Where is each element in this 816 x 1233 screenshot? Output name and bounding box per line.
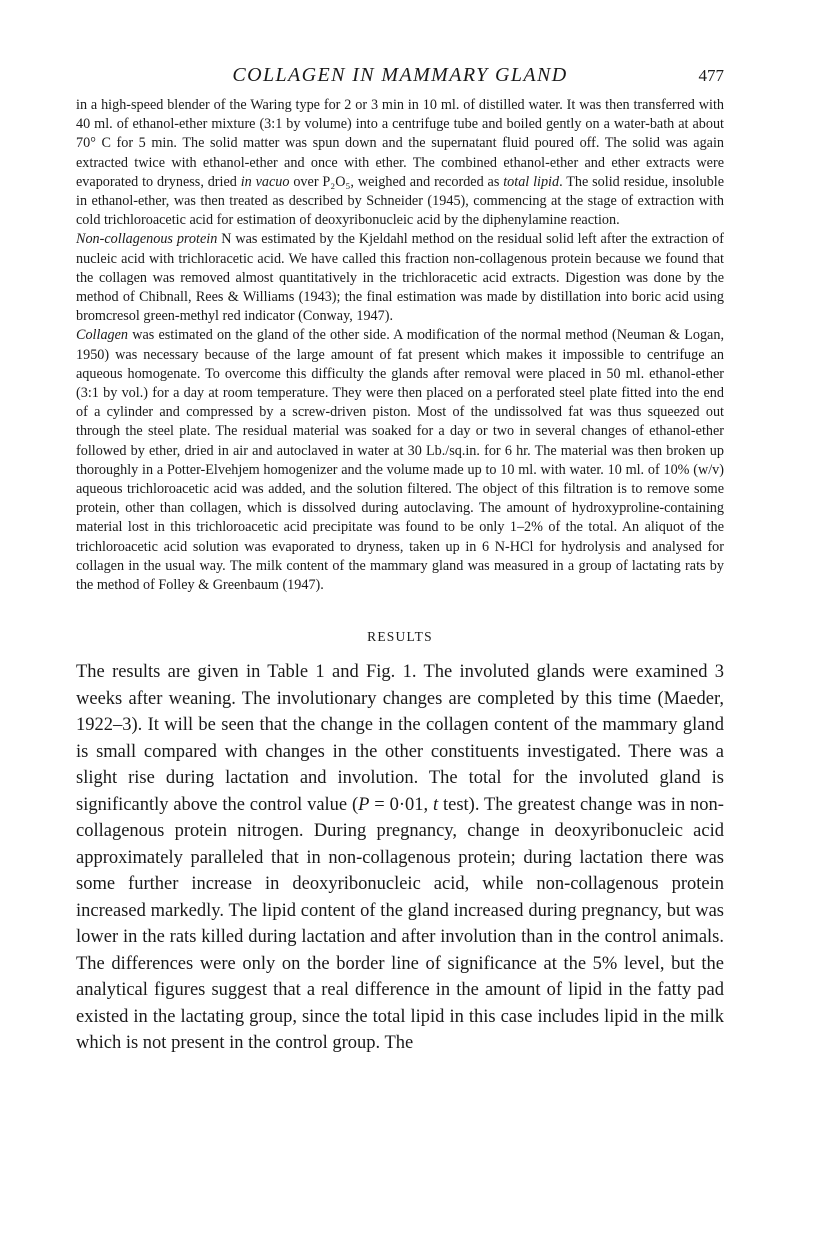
page-number: 477 — [698, 66, 724, 85]
results-section — [76, 659, 724, 1057]
paragraph-lead: Non-collagenous protein — [76, 231, 218, 248]
text-run: = 0·01, — [369, 794, 433, 815]
methods-paragraph-noncollagenous — [76, 230, 724, 326]
journal-page — [76, 58, 724, 1057]
page-header — [76, 58, 724, 96]
text-run: test). The greatest change was in non-collagenous protein nitrogen. During pregnancy, change in deoxyribonucleic acid approximately paralleled that in non-collagenous protein; during lactation there was some further increase in deoxyribonucleic acid, while non-collagenous protein increased markedly. The lipid content of the gland increased during pregnancy, but was lower in the rats killed during lactation and after involution than in the control animals. The differences were only on the border line of significance at the 5% level, but the analytical figures suggest that a real difference in the amount of lipid in the fatty pad existed in the lactating group, since the total lipid in this case includes lipid in the milk which is not present in the control group. The — [76, 794, 724, 1054]
text-run: in a high-speed blender of the Waring type for 2 or 3 min in 10 ml. of distilled water. It was then transferred with 40 ml. of ethanol-ether mixture (3:1 by volume) into a centrifuge tube and boiled gently on a water-bath at about 70° C for 5 min. The solid matter was spun down and the supernatant fluid poured off. The solid was again extracted twice with ethanol-ether and once with ether. The combined ethanol-ether and ether extracts were evaporated to dryness, dried — [76, 97, 724, 190]
text-run: was estimated on the gland of the other side. A modification of the normal method (Neuman & Logan, 1950) was necessary because of the large amount of fat present which makes it impossible to centrifuge an aqueous homogenate. To overcome this difficulty the glands after removal were placed in 50 ml. ethanol-ether (3:1 by vol.) for a day at room temperature. They were then placed on a perforated steel plate fitted into the end of a cylinder and compressed by a screw-driven piston. Most of the undissolved fat was thus squeezed out through the steel plate. The residual material was soaked for a day or two in several changes of ethanol-ether followed by ether, dried in air and autoclaved in water at 30 Lb./sq.in. for 6 hr. The material was then broken up thoroughly in a Potter-Elvehjem homogenizer and the volume made up to 10 ml. with water. 10 ml. of 10% (w/v) aqueous trichloroacetic acid was added, and the solution filtered. The object of this filtration is to remove some protein, other than collagen, which is dissolved during autoclaving. The amount of hydroxyproline-containing material lost in this trichloroacetic acid precipitate was found to be only 1–2% of the total. An aliquot of the trichloroacetic acid solution was evaporated to dryness, taken up in 6 N-HCl for hydrolysis and analysed for collagen in the usual way. The milk content of the mammary gland was measured in a group of lactating rats by the method of Folley & Greenbaum (1947). — [76, 327, 724, 594]
running-title: COLLAGEN IN MAMMARY GLAND — [232, 64, 568, 86]
results-paragraph — [76, 659, 724, 1057]
text-run: The results are given in Table 1 and Fig. 1. The involuted glands were examined 3 weeks after weaning. The involutionary changes are completed by this time (Maeder, 1922–3). It will be seen that the change in the collagen content of the mammary gland is small compared with changes in the other constituents investigated. There was a slight rise during lactation and involution. The total for the involuted gland is significantly above the control value ( — [76, 662, 724, 815]
methods-paragraph-collagen — [76, 326, 724, 595]
results-heading: RESULTS — [367, 629, 433, 645]
methods-section — [76, 96, 724, 595]
italic-term: total lipid — [503, 173, 560, 190]
italic-symbol: t — [432, 794, 439, 815]
italic-symbol: P — [358, 794, 370, 815]
methods-paragraph-lipid — [76, 96, 724, 230]
italic-term: in vacuo — [240, 173, 290, 190]
text-run: . The solid residue, insoluble in ethanol-ether, was then treated as described by Schneider (1945), commencing at the stage of extraction with cold trichloroacetic acid for estimation of deoxyribonucleic acid by the diphenylamine reaction. — [76, 173, 724, 229]
text-run: N was estimated by the Kjeldahl method on the residual solid left after the extraction of nucleic acid with trichloracetic acid. We have called this fraction non-collagenous protein because we found that the collagen was removed almost quantitatively in the trichloracetic acid extracts. Digestion was done by the method of Chibnall, Rees & Williams (1943); the final estimation was made by distillation into boric acid using bromcresol green-methyl red indicator (Conway, 1947). — [76, 231, 724, 325]
text-run: over P₂O₅, weighed and recorded as — [289, 173, 504, 190]
paragraph-lead: Collagen — [76, 327, 129, 344]
